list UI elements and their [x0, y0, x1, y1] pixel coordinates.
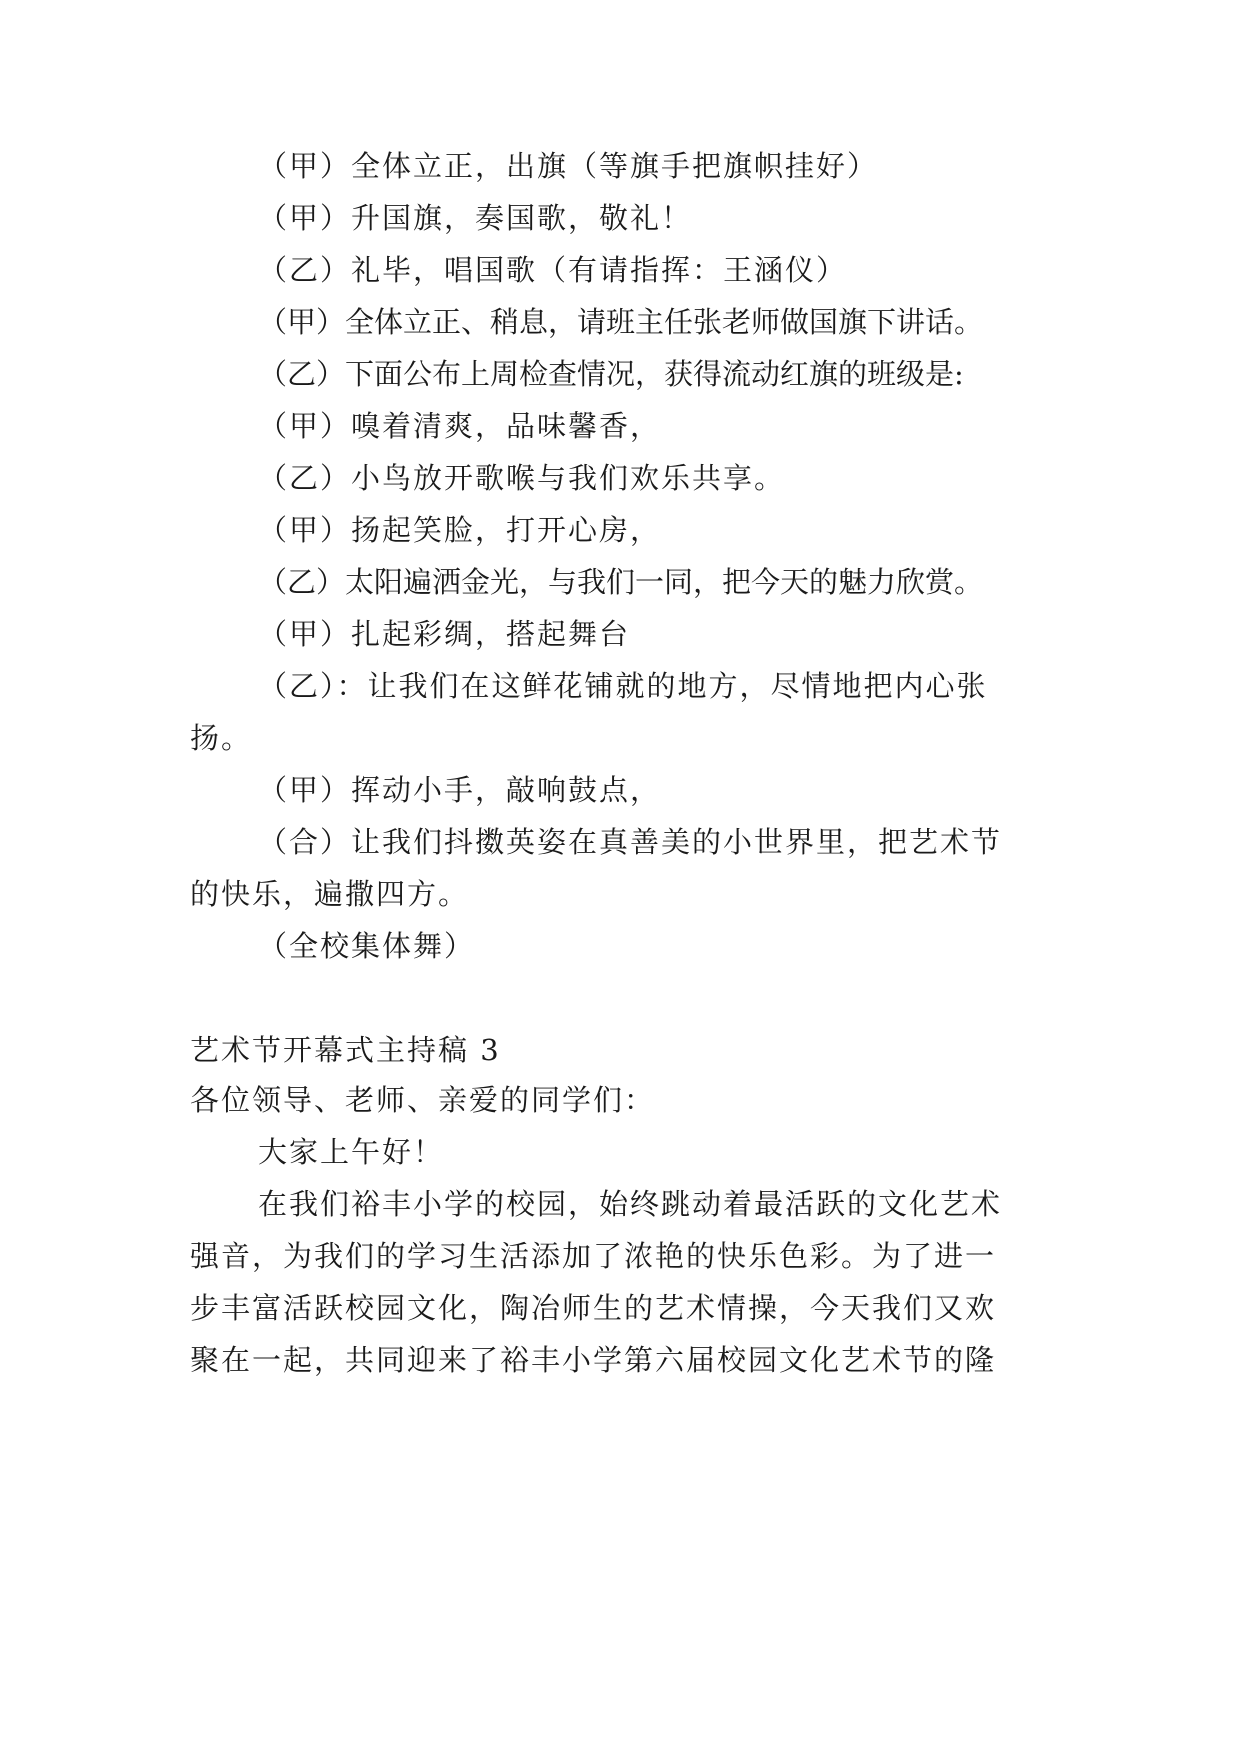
text-line: 大家上午好！ [258, 1135, 445, 1169]
text-line: （乙）：让我们在这鲜花铺就的地方，尽情地把内心张 [258, 669, 988, 703]
text-line: 的快乐，遍撒四方。 [190, 877, 470, 911]
text-line: （甲）全体立正，出旗（等旗手把旗帜挂好） [258, 149, 879, 183]
text-line: （甲）嗅着清爽，品味馨香， [258, 409, 662, 443]
text-line: 步丰富活跃校园文化，陶冶师生的艺术情操，今天我们又欢 [190, 1291, 997, 1325]
greeting-line: 各位领导、老师、亲爱的同学们： [190, 1083, 656, 1117]
text-line: （甲）挥动小手，敲响鼓点， [258, 773, 662, 807]
text-line: （乙）太阳遍洒金光，与我们一同，把今天的魅力欣赏。 [258, 565, 984, 599]
section-title: 艺术节开幕式主持稿 3 [190, 1033, 501, 1067]
text-line: （乙）下面公布上周检查情况，获得流动红旗的班级是: [258, 357, 964, 391]
text-line: （甲）扎起彩绸，搭起舞台 [258, 617, 631, 651]
text-line: （合）让我们抖擞英姿在真善美的小世界里，把艺术节 [258, 825, 1003, 859]
text-line: （全校集体舞） [258, 929, 476, 963]
text-line: （甲）全体立正、稍息，请班主任张老师做国旗下讲话。 [258, 305, 984, 339]
text-line: 扬。 [190, 721, 253, 755]
text-line: （甲）升国旗，奏国歌，敬礼！ [258, 201, 693, 235]
text-line: 强音，为我们的学习生活添加了浓艳的快乐色彩。为了进一 [190, 1239, 997, 1273]
text-line: （乙）小鸟放开歌喉与我们欢乐共享。 [258, 461, 786, 495]
text-line: （乙）礼毕，唱国歌（有请指挥：王涵仪） [258, 253, 848, 287]
text-line: 聚在一起，共同迎来了裕丰小学第六届校园文化艺术节的隆 [190, 1343, 997, 1377]
text-line: 在我们裕丰小学的校园，始终跳动着最活跃的文化艺术 [258, 1187, 1003, 1221]
text-line: （甲）扬起笑脸，打开心房， [258, 513, 662, 547]
